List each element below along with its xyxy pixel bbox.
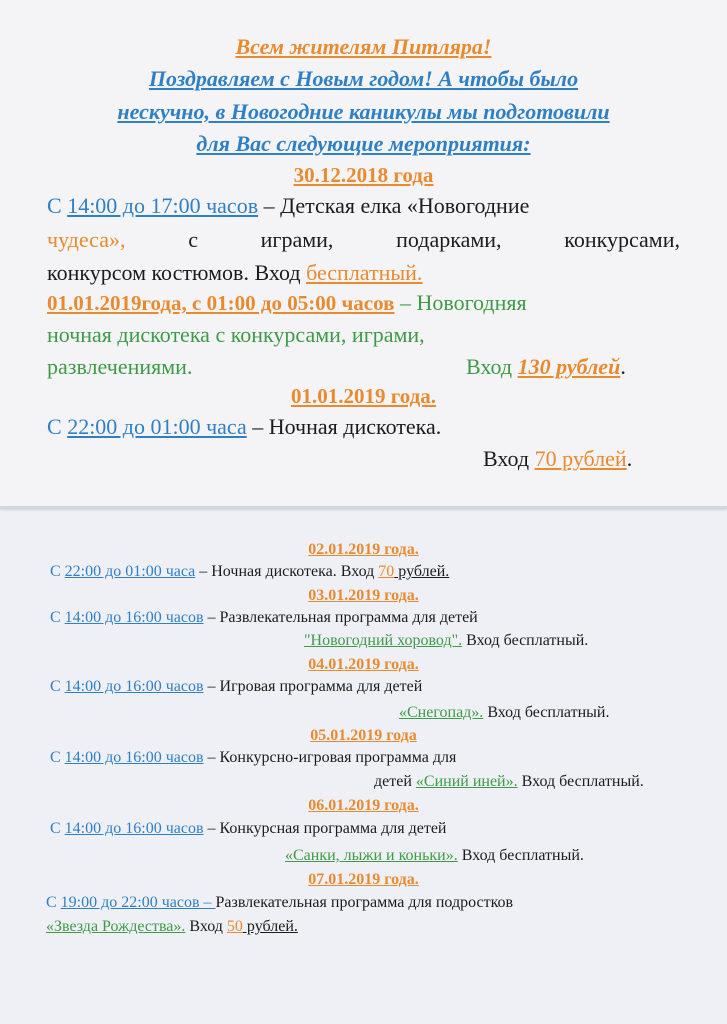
event-entry [466,354,626,379]
schedule-line [304,632,588,650]
event-time: 19:00 до 22:00 часов [60,894,200,911]
event-entry: Вход бесплатный. [517,773,644,790]
event-prefix: С [50,820,65,837]
schedule-date: 02.01.2019 года. [308,541,419,558]
event-title: «Синий иней». [415,773,518,790]
event-description: – Новогодняя [394,290,527,315]
event-title: «Снегопад». [399,704,484,721]
event-time: 14:00 до 16:00 часов [64,749,204,766]
event-entry: Вход бесплатный. [457,847,584,864]
event-description: – Ночная дискотека. [246,414,442,439]
schedule-date: 05.01.2019 года [310,727,417,744]
event-time: 14:00 до 16:00 часов [64,678,204,695]
schedule-date: 03.01.2019 года. [308,587,419,604]
event-title: "Новогодний хоровод". [304,632,463,649]
event-description: – Развлекательная программа для детей [203,609,478,626]
event-description: – Конкурсная программа для детей [203,820,447,837]
event-prefix: С [46,894,61,911]
schedule-line [50,563,449,581]
price-dot: . [626,446,633,471]
sheet-fold [0,506,727,509]
event-description: ночная дискотека с конкурсами, играми, [47,322,425,347]
event-time: 14:00 до 17:00 часов [67,193,259,218]
intro-line-2: нескучно, в Новогодние каникулы мы подготовили [117,99,610,124]
event-description: – Конкурсно-игровая программа для [203,749,457,766]
event-price: 50 [226,918,243,935]
schedule-line [285,847,584,865]
event-description: конкурсом костюмов. Вход [47,260,307,285]
event-word: играми, [260,227,334,252]
event-price: 130 рублей [517,354,621,379]
event-prefix: С [50,563,65,580]
schedule-line [399,704,609,722]
event-line [47,260,422,285]
event-date-heading: 30.12.2018 года [293,163,434,187]
event-time: 22:00 до 01:00 часа [64,563,196,580]
price-dot: . [620,354,626,379]
price-suffix: рублей. [394,563,450,580]
event-line [47,290,527,315]
event-description: развлечениями. [47,354,193,379]
event-price: 70 рублей [534,446,627,471]
event-entry: Вход бесплатный. [483,704,610,721]
event-description: – Ночная дискотека. Вход [195,563,379,580]
greeting-heading: Всем жителям Питляра! [235,34,492,59]
entry-label: Вход [466,354,518,379]
event-prefix: С [50,678,65,695]
event-line-justified [47,227,680,252]
schedule-line [50,749,456,767]
intro-line-1: Поздравляем с Новым годом! А чтобы было [148,66,579,91]
event-word: с [188,227,198,252]
event-prefix: С [47,193,68,218]
event-word: конкурсами, [564,227,680,252]
event-entry [483,446,632,471]
event-datetime: 01.01.2019года, с 01:00 до 05:00 часов [47,291,395,315]
entry-label: Вход [483,446,535,471]
schedule-line [46,894,513,912]
event-line [47,414,441,439]
schedule-date: 04.01.2019 года. [308,656,419,673]
event-price: 70 [378,563,395,580]
event-word: подарками, [396,227,502,252]
price-suffix: рублей. [242,918,298,935]
event-prefix: С [50,749,65,766]
event-time: 14:00 до 16:00 часов [64,820,204,837]
schedule-line [50,820,446,838]
event-prefix: С [47,414,68,439]
event-title: «Санки, лыжи и коньки». [285,847,458,864]
schedule-line [374,773,644,791]
event-title: «Звезда Рождества». [46,918,186,935]
event-audience: детей [374,773,416,790]
event-description: – Игровая программа для детей [203,678,423,695]
event-line [47,193,529,218]
event-entry: Вход бесплатный. [462,632,589,649]
event-time: 14:00 до 16:00 часов [64,609,204,626]
schedule-date: 07.01.2019 года. [308,871,419,888]
intro-line-3: для Вас следующие мероприятия: [196,131,531,156]
schedule-date: 06.01.2019 года. [308,797,419,814]
schedule-line [46,918,298,936]
event-description: – Детская елка «Новогодние [258,193,530,218]
event-description: Развлекательная программа для подростков [215,894,514,911]
schedule-line [50,678,422,696]
event-dash: – [199,894,216,911]
event-price: бесплатный. [306,260,423,285]
schedule-line [50,609,478,627]
event-date-heading: 01.01.2019 года. [290,384,437,408]
event-entry: Вход [185,918,227,935]
event-word: чудеса», [47,227,126,252]
event-time: 22:00 до 01:00 часа [67,414,247,439]
event-prefix: С [50,609,65,626]
